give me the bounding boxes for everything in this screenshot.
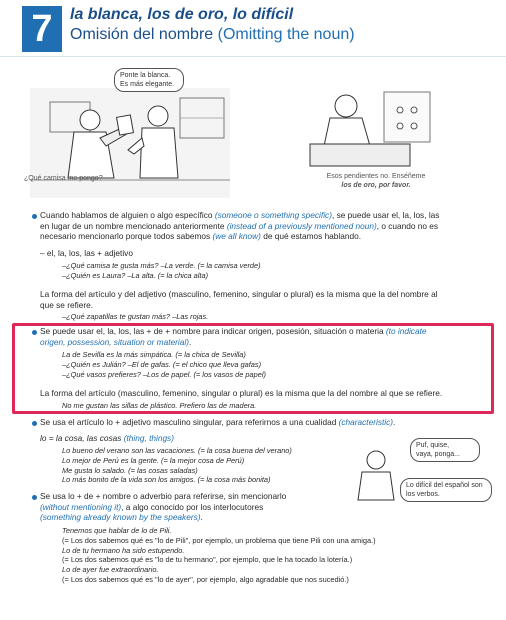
s4-line-2 — [40, 502, 400, 513]
s1-english: (we all know) — [212, 231, 261, 241]
s1-english: (someone o something specific) — [214, 210, 332, 220]
example-line: –¿Qué camisa te gusta más? –La verde. (= la camisa verde) — [62, 261, 261, 270]
s1-agreement-note — [40, 289, 500, 310]
right-caption-line-1: Esos pendientes no. Enséñeme — [326, 173, 426, 180]
bubble-line-2: los verbos. — [406, 491, 440, 498]
bullet-point — [32, 214, 37, 219]
example-line: Lo de ayer fue extraordinario. — [62, 565, 159, 575]
s1-text: necesario mencionarlo porque todos sabemos — [40, 231, 213, 241]
example-line: La de Sevilla es la más simpática. (= la chica de Sevilla) — [62, 350, 246, 359]
example-line: Me gusta lo salado. (= las cosas saladas) — [62, 465, 198, 475]
s2-english: origen, possession, situation or material) — [40, 336, 189, 347]
s4-examples — [62, 526, 492, 585]
s2-text: Se puede usar el, la, los, las + de + nombre para indicar origen, posesión, situación o materia — [40, 326, 386, 336]
s3-english: (characteristic) — [338, 417, 394, 427]
bubble-line-1: Ponte la blanca. — [120, 72, 171, 79]
example-line: Lo bueno del verano son las vacaciones. (= la cosa buena del verano) — [62, 446, 292, 455]
jewelry-scene-drawing — [300, 82, 440, 172]
bullet-point — [32, 495, 37, 500]
s2-example-4: No me gustan las sillas de plástico. Prefiero las de madera. — [62, 401, 257, 410]
s4-english: (something already known by the speakers) — [40, 512, 201, 522]
s1-examples — [62, 261, 482, 281]
s1-rule: – el, la, los, las + adjetivo — [40, 248, 133, 258]
s3-rule-text: lo = la cosa, las cosas — [40, 433, 124, 443]
bubble-line-2: vaya, ponga... — [416, 451, 460, 458]
s3-examples — [62, 446, 362, 485]
s2-english: (to indicate — [385, 326, 427, 336]
s4-text: , a algo conocido por los interlocutores — [121, 501, 264, 512]
illustration-jewelry-shop — [300, 82, 440, 172]
speech-bubble-puf — [410, 438, 480, 462]
s1-text: en lugar de un nombre mencionado anteriormente — [40, 220, 227, 231]
s1-text: , o cuando no es — [376, 220, 439, 231]
subtitle-spanish: Omisión del nombre — [70, 26, 218, 43]
example-line: –¿Qué vasos prefieres? –Los de papel. (= los vasos de papel) — [62, 369, 266, 379]
bubble-line-2: Es más elegante. — [120, 81, 175, 88]
example-line: –¿Quién es Julián? –El de gafas. (= el chico que lleva gafas) — [62, 359, 262, 369]
right-caption-line-2: los de oro, por favor. — [341, 182, 411, 189]
bullet-point — [32, 421, 37, 426]
example-line: –¿Quién es Laura? –La alta. (= la chica alta) — [62, 270, 209, 280]
chapter-title: la blanca, los de oro, lo difícil — [70, 6, 294, 23]
header-divider — [0, 56, 506, 57]
chapter-number: 7 — [22, 6, 62, 52]
example-line: Lo más bonito de la vida son los amigos. (= la cosa más bonita) — [62, 475, 271, 485]
s3-text: . — [393, 417, 396, 427]
example-note: (= Los dos sabemos qué es "lo de ayer", por ejemplo, algo agradable que nos sucedió.) — [62, 574, 349, 584]
section-lo-adjective — [40, 417, 500, 428]
note-line: que se refiere. — [40, 299, 94, 310]
bubble-line-1: Puf, quise, — [416, 442, 450, 449]
subtitle-english: (Omitting the noun) — [217, 26, 355, 43]
s4-english: (without mentioning it) — [40, 501, 122, 512]
s2-agreement-note: La forma del artículo (masculino, femenino, singular o plural) es la misma que la del nombre al que se refiere. — [40, 388, 443, 398]
s3-rule-english: (thing, things) — [123, 433, 174, 443]
s4-line-3 — [40, 512, 400, 523]
highlight-box — [12, 323, 494, 414]
note-line: La forma del artículo y del adjetivo (masculino, femenino, singular o plural) es la misma que la del nombre al — [40, 289, 438, 299]
s4-line-1: Se usa lo + de + nombre o adverbio para referirse, sin mencionarlo — [40, 491, 287, 501]
s1-line-1 — [40, 210, 500, 221]
section-definite-article-adjective — [40, 210, 500, 242]
s1-line-3 — [40, 231, 500, 242]
right-illustration-caption — [316, 172, 436, 190]
s1-english: (instead of a previously mentioned noun) — [226, 220, 377, 231]
section-lo-de — [40, 491, 400, 523]
example-note: (= Los dos sabemos qué es "lo de tu hermano", por ejemplo, que le ha tocado la lotería.) — [62, 555, 353, 565]
speech-bubble-blanca — [114, 68, 184, 92]
left-illustration-caption: ¿Qué camisa me pongo? — [24, 175, 103, 182]
bubble-line-1: Lo difícil del español son — [406, 482, 483, 489]
s1-text: de qué estamos hablando. — [260, 231, 362, 241]
s1-text: Cuando hablamos de alguien o algo específico — [40, 210, 215, 220]
example-line: Tenemos que hablar de lo de Pili. — [62, 526, 172, 535]
s1-line-2 — [40, 221, 500, 232]
chapter-subtitle — [70, 26, 355, 44]
s1-text: , se puede usar el, la, los, las — [331, 210, 440, 220]
example-note: (= Los dos sabemos qué es "lo de Pili", por ejemplo, un problema que tiene Pili con una amiga.) — [62, 535, 376, 545]
s4-text: . — [200, 512, 203, 522]
example-line: Lo mejor de Perú es la gente. (= la mejor cosa de Perú) — [62, 455, 245, 465]
chapter-header — [0, 0, 506, 60]
s1-example-3: –¿Qué zapatillas te gustan más? –Las rojas. — [62, 312, 209, 321]
s3-text: Se usa el artículo lo + adjetivo masculino singular, para referirnos a una cualidad — [40, 417, 339, 427]
s2-text: . — [188, 336, 192, 347]
speech-bubble-verbos — [400, 478, 492, 502]
example-line: Lo de tu hermano ha sido estupendo. — [62, 545, 185, 555]
s3-rule — [40, 433, 174, 444]
